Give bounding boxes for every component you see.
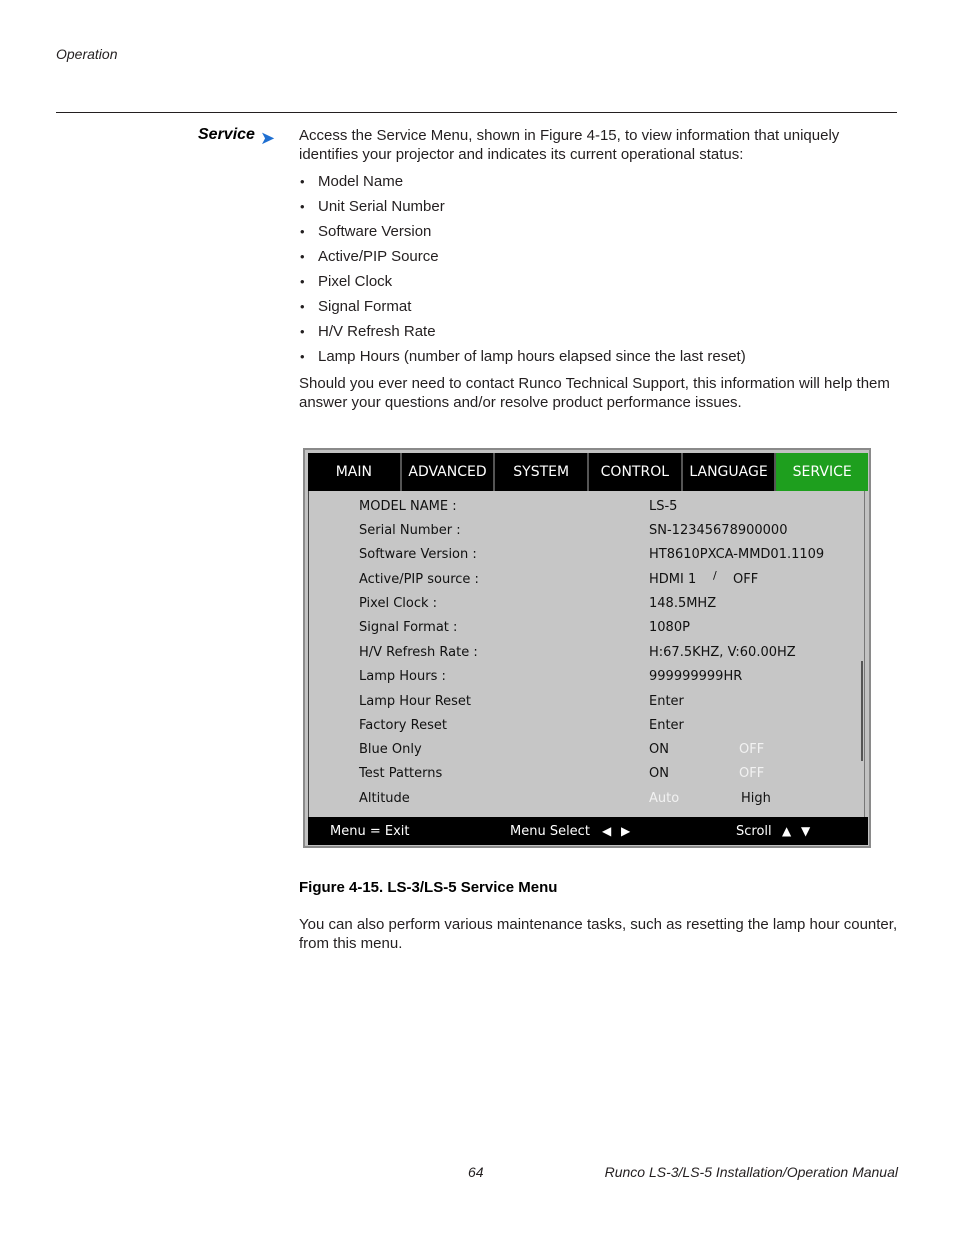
list-item: • Software Version — [299, 219, 746, 244]
test-patterns-off-option[interactable]: OFF — [739, 766, 765, 781]
figure-caption: Figure 4-15. LS-3/LS-5 Service Menu — [299, 879, 558, 896]
tab-language[interactable]: LANGUAGE — [683, 453, 777, 491]
menu-row-lamp-hours: Lamp Hours : 999999999HR — [359, 669, 743, 684]
menu-tab-bar — [308, 453, 868, 491]
support-paragraph: Should you ever need to contact Runco Technical Support, this information will help them answer your questions and/or resolve product performance issues. — [299, 375, 890, 411]
menu-row-serial-number: Serial Number : SN-12345678900000 — [359, 523, 788, 538]
list-item: • Active/PIP Source — [299, 244, 746, 269]
section-heading: Service — [198, 126, 255, 143]
bullet-icon: • — [300, 299, 305, 314]
menu-row-lamp-hour-reset[interactable]: Lamp Hour Reset Enter — [359, 694, 684, 709]
menu-row-software-version: Software Version : HT8610PXCA-MMD01.1109 — [359, 547, 825, 562]
list-item: • Model Name — [299, 169, 746, 194]
scroll-hint: Scroll — [736, 824, 772, 839]
page-number: 64 — [468, 1164, 484, 1180]
test-patterns-on-option[interactable]: ON — [649, 766, 669, 781]
tab-advanced[interactable]: ADVANCED — [402, 453, 496, 491]
menu-footer — [308, 817, 868, 845]
menu-exit-hint: Menu = Exit — [330, 824, 410, 839]
menu-body — [308, 491, 865, 817]
menu-row-test-patterns[interactable]: Test Patterns ON OFF — [359, 766, 765, 781]
menu-select-hint: Menu Select — [510, 824, 590, 839]
down-arrow-icon: ▼ — [801, 824, 811, 838]
tab-main[interactable]: MAIN — [308, 453, 402, 491]
manual-title: Runco LS-3/LS-5 Installation/Operation Manual — [604, 1164, 898, 1180]
menu-row-blue-only[interactable]: Blue Only ON OFF — [359, 742, 765, 757]
bullet-icon: • — [300, 274, 305, 289]
list-item: • Signal Format — [299, 294, 746, 319]
blue-only-on-option[interactable]: ON — [649, 742, 669, 757]
header-rule — [56, 112, 897, 113]
bullet-icon: • — [300, 349, 305, 364]
list-item: • Pixel Clock — [299, 269, 746, 294]
list-item: • Lamp Hours (number of lamp hours elapsed since the last reset) — [299, 344, 746, 369]
maintenance-paragraph: You can also perform various maintenance tasks, such as resetting the lamp hour counter, from this menu. — [299, 916, 898, 952]
blue-only-off-option[interactable]: OFF — [739, 742, 765, 757]
bullet-icon: • — [300, 224, 305, 239]
tab-service[interactable]: SERVICE — [776, 453, 868, 491]
arrow-icon: ➤ — [260, 128, 276, 148]
menu-row-altitude[interactable]: Altitude Auto High — [359, 791, 771, 806]
list-item: • H/V Refresh Rate — [299, 319, 746, 344]
list-item: • Unit Serial Number — [299, 194, 746, 219]
bullet-icon: • — [300, 249, 305, 264]
menu-row-signal-format: Signal Format : 1080P — [359, 620, 690, 635]
factory-reset-enter[interactable]: Enter — [649, 718, 684, 733]
tab-control[interactable]: CONTROL — [589, 453, 683, 491]
right-arrow-icon: ▶ — [621, 824, 631, 838]
left-arrow-icon: ◀ — [602, 824, 612, 838]
menu-scrollbar[interactable] — [861, 661, 863, 761]
menu-row-active-pip-source: Active/PIP source : HDMI 1 / OFF — [359, 569, 759, 587]
up-arrow-icon: ▲ — [782, 824, 792, 838]
bullet-icon: • — [300, 174, 305, 189]
running-header: Operation — [56, 46, 118, 62]
menu-row-model-name: MODEL NAME : LS-5 — [359, 499, 678, 514]
menu-row-factory-reset[interactable]: Factory Reset Enter — [359, 718, 684, 733]
menu-row-pixel-clock: Pixel Clock : 148.5MHZ — [359, 596, 717, 611]
intro-paragraph: Access the Service Menu, shown in Figure 4-15, to view information that uniquely identifies your projector and indicates its current operational status: — [299, 127, 840, 163]
altitude-high-option[interactable]: High — [741, 791, 771, 806]
menu-row-hv-refresh-rate: H/V Refresh Rate : H:67.5KHZ, V:60.00HZ — [359, 645, 796, 660]
service-menu-figure — [303, 448, 871, 848]
lamp-hour-reset-enter[interactable]: Enter — [649, 694, 684, 709]
altitude-auto-option[interactable]: Auto — [649, 791, 680, 806]
bullet-icon: • — [300, 199, 305, 214]
status-list — [299, 169, 746, 369]
bullet-icon: • — [300, 324, 305, 339]
tab-system[interactable]: SYSTEM — [495, 453, 589, 491]
